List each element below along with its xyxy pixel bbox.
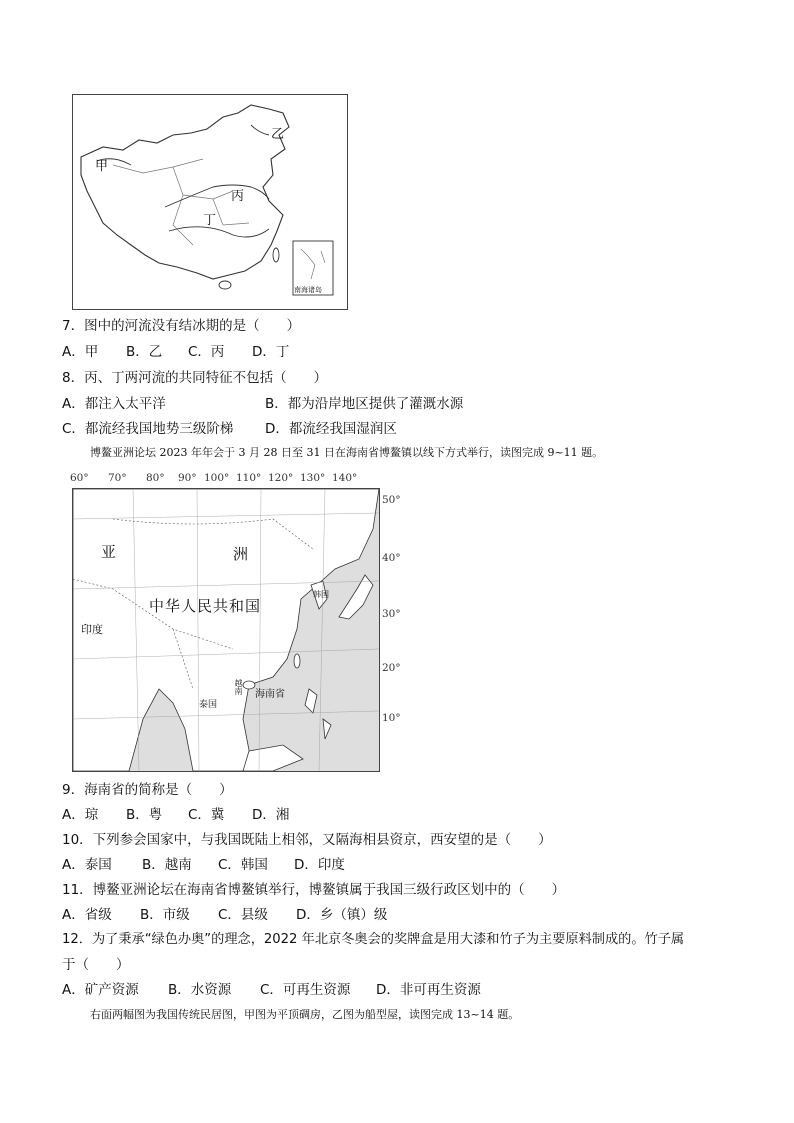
lon-tick: 110°: [236, 472, 262, 484]
land-mass: [73, 489, 379, 771]
q12-option-a: A．矿产资源: [62, 982, 139, 998]
asia-map-drawing: [73, 489, 379, 771]
q8-option-d: D．都流经我国湿润区: [265, 421, 397, 437]
lon-tick: 130°: [300, 472, 326, 484]
lon-tick: 80°: [146, 472, 165, 484]
q7-option-b: B．乙: [126, 344, 163, 360]
q12-option-d: D．非可再生资源: [376, 982, 481, 998]
label-india: 印度: [81, 623, 103, 636]
q7-option-a: A．甲: [62, 344, 99, 360]
q9-option-a: A．琼: [62, 807, 99, 823]
lat-tick: 20°: [382, 662, 401, 674]
label-asia-1: 亚: [101, 543, 117, 561]
borneo-outline: [243, 745, 303, 771]
hainan-island: [243, 681, 255, 689]
intro-boao: 博鳌亚洲论坛 2023 年年会于 3 月 28 日至 31 日在海南省博鳌镇以线下方式举行，读图完成 9~11 题。: [90, 446, 604, 459]
china-outline: [81, 105, 289, 279]
q11-option-d: D．乡（镇）级: [296, 907, 388, 923]
q9-option-c: C．冀: [188, 807, 225, 823]
q8-option-c: C．都流经我国地势三级阶梯: [62, 421, 234, 437]
question-9-stem: 9．海南省的简称是（ ）: [62, 782, 233, 798]
asia-map: [72, 488, 380, 772]
lon-tick: 70°: [108, 472, 127, 484]
intro-dwellings: 右面两幅图为我国传统民居图，甲图为平顶碉房，乙图为船型屋，读图完成 13~14 题。: [90, 1008, 520, 1021]
philippines-outline: [305, 689, 331, 739]
q7-option-d: D．丁: [252, 344, 290, 360]
question-11-stem: 11．博鳌亚洲论坛在海南省博鳌镇举行，博鳌镇属于我国三级行政区划中的（ ）: [62, 882, 566, 898]
label-korea: 韩国: [313, 590, 329, 599]
lon-tick: 100°: [204, 472, 230, 484]
q8-option-a: A．都注入太平洋: [62, 396, 166, 412]
question-8-stem: 8．丙、丁两河流的共同特征不包括（ ）: [62, 370, 328, 386]
label-yi: 乙: [271, 127, 285, 142]
hainan-island: [219, 281, 231, 289]
lon-tick: 60°: [70, 472, 89, 484]
longitude-ticks: [70, 472, 380, 488]
q10-option-b: B．越南: [142, 857, 192, 873]
q11-option-c: C．县级: [218, 907, 268, 923]
china-rivers-map-drawing: [73, 95, 347, 309]
taiwan-island: [294, 654, 300, 668]
lon-tick: 90°: [178, 472, 197, 484]
q11-option-b: B．市级: [140, 907, 190, 923]
lat-tick: 40°: [382, 552, 401, 564]
question-7-stem: 7．图中的河流没有结冰期的是（ ）: [62, 318, 301, 334]
lat-tick: 30°: [382, 608, 401, 620]
lon-tick: 120°: [268, 472, 294, 484]
label-bing: 丙: [231, 189, 245, 204]
question-12-stem-line2: 于（ ）: [62, 957, 130, 973]
inset-label: 南海诸岛: [294, 286, 322, 294]
label-hainan: 海南省: [255, 689, 285, 700]
q10-option-a: A．泰国: [62, 857, 112, 873]
q7-option-c: C．丙: [188, 344, 225, 360]
label-thailand: 泰国: [199, 700, 218, 710]
q8-option-b: B．都为沿岸地区提供了灌溉水源: [265, 396, 464, 412]
lat-tick: 50°: [382, 494, 401, 506]
q10-option-d: D．印度: [294, 857, 345, 873]
question-12-stem-line1: 12．为了秉承“绿色办奥”的理念，2022 年北京冬奥会的奖牌盒是用大漆和竹子为主要原料制成的。竹子属: [62, 932, 685, 947]
question-10-stem: 10．下列参会国家中，与我国既陆上相邻，又隔海相县资京，西安望的是（ ）: [62, 832, 552, 848]
label-ding: 丁: [203, 213, 217, 228]
latitude-ticks: [382, 488, 412, 748]
label-asia-2: 洲: [233, 545, 249, 563]
q9-option-b: B．粤: [126, 807, 163, 823]
q11-option-a: A．省级: [62, 907, 112, 923]
lon-tick: 140°: [332, 472, 358, 484]
q10-option-c: C．韩国: [218, 857, 268, 873]
taiwan-island: [273, 248, 279, 262]
lat-tick: 10°: [382, 712, 401, 724]
q12-option-c: C．可再生资源: [260, 982, 351, 998]
label-jia: 甲: [95, 159, 109, 174]
q12-option-b: B．水资源: [168, 982, 232, 998]
label-china: 中华人民共和国: [149, 597, 262, 615]
label-vietnam: 越南: [234, 679, 243, 695]
china-rivers-map: [72, 94, 348, 310]
q9-option-d: D．湘: [252, 807, 290, 823]
